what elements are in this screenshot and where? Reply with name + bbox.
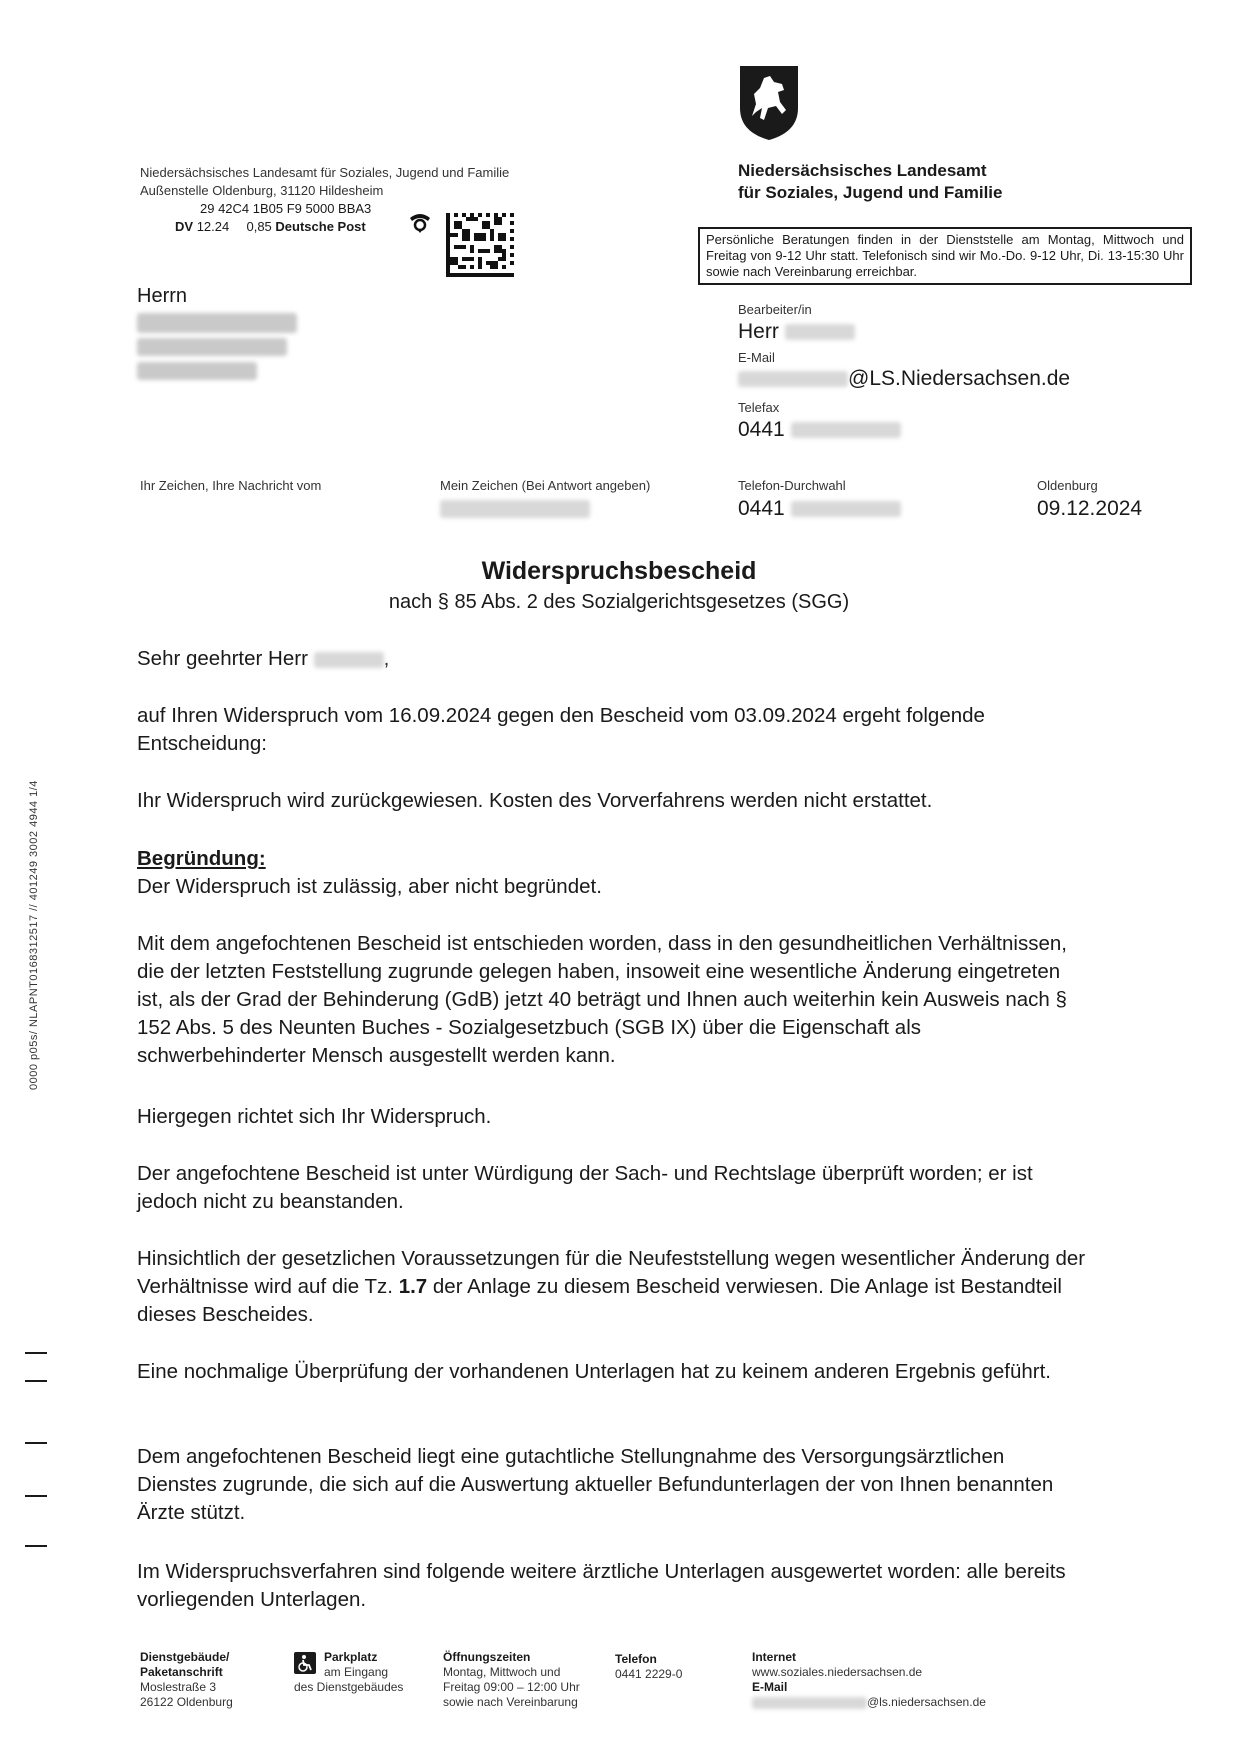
- footer-address-heading2: Paketanschrift: [140, 1665, 223, 1679]
- paragraph-decision: Ihr Widerspruch wird zurückgewiesen. Kosten des Vorverfahrens werden nicht erstattet.: [137, 789, 933, 812]
- bearbeiter-title: Herr: [738, 320, 779, 343]
- footer-hours-l1: Montag, Mittwoch und: [443, 1665, 561, 1679]
- footer-address-column: [140, 1650, 233, 1710]
- email-value: [738, 367, 1070, 391]
- document-title: Widerspruchsbescheid: [481, 557, 757, 585]
- place-label: Oldenburg: [1037, 478, 1098, 493]
- durchwahl-value: [738, 497, 901, 521]
- footer-phone-column: [615, 1652, 682, 1682]
- footer-phone-heading: Telefon: [615, 1652, 657, 1666]
- para7-text-b: der Anlage zu diesem Bescheid verwiesen. Die Anlage ist Bestandteil dieses Bescheides.: [137, 1275, 1062, 1326]
- greeting-comma: ,: [383, 647, 390, 670]
- fold-mark: [25, 1495, 47, 1497]
- mein-zeichen-value-redacted: [440, 500, 590, 518]
- consultation-hours-notice: Persönliche Beratungen finden in der Dienststelle am Montag, Mittwoch und Freitag von 9-12 Uhr statt. Telefonisch sind wir Mo.-Do. 9-12 Uhr, Di. 13-15:30 Uhr sowie nach Vereinbarung erreichbar.: [698, 227, 1192, 285]
- sender-address-line2: Außenstelle Oldenburg, 31120 Hildesheim: [140, 183, 384, 198]
- footer-parking-l2: des Dienstgebäudes: [294, 1680, 404, 1694]
- postage-code: 29 42C4 1B05 F9 5000 BBA3: [200, 201, 372, 216]
- carrier-name: Deutsche Post: [275, 219, 366, 234]
- footer-phone-number: 0441 2229-0: [615, 1667, 683, 1681]
- fold-mark: [25, 1442, 47, 1444]
- durchwahl-label: Telefon-Durchwahl: [738, 478, 846, 493]
- datamatrix-code-icon: [446, 212, 514, 278]
- bearbeiter-label: Bearbeiter/in: [738, 302, 812, 317]
- footer-parking-heading: Parkplatz: [324, 1650, 378, 1664]
- paragraph-objection: Hiergegen richtet sich Ihr Widerspruch.: [137, 1105, 492, 1128]
- footer-street: Moslestraße 3: [140, 1680, 217, 1694]
- paragraph-legal-requirements: [137, 1245, 1087, 1329]
- footer-parking-l1: am Eingang: [324, 1665, 389, 1679]
- authority-name-line2: für Soziales, Jugend und Familie: [738, 183, 1003, 202]
- ihr-zeichen-label: Ihr Zeichen, Ihre Nachricht vom: [140, 478, 322, 493]
- recipient-city-redacted: [137, 362, 257, 380]
- paragraph-decision-intro: auf Ihren Widerspruch vom 16.09.2024 gegen den Bescheid vom 03.09.2024 ergeht folgende Entscheidung:: [137, 704, 985, 755]
- postage-amount: 0,85: [246, 219, 272, 234]
- footer-hours-heading: Öffnungszeiten: [443, 1650, 531, 1664]
- email-label: E-Mail: [738, 350, 775, 365]
- footer-address-heading: Dienstgebäude/: [140, 1650, 230, 1664]
- paragraph-evaluated-documents: Im Widerspruchsverfahren sind folgende weitere ärztliche Unterlagen ausgewertet worden: alle bereits vorliegenden Unterlagen.: [137, 1560, 1066, 1611]
- postage-line: [175, 218, 366, 235]
- footer-hours-l2: Freitag 09:00 – 12:00 Uhr: [443, 1680, 580, 1694]
- paragraph-review: Der angefochtene Bescheid ist unter Würdigung der Sach- und Rechtslage überprüft worden; er ist jedoch nicht zu beanstanden.: [137, 1162, 1033, 1213]
- footer-parking-column: [294, 1650, 403, 1695]
- side-franking-code: 0000 p05s/ NLAPNT0168312517 // 401249 3002 4944 1/4: [28, 780, 40, 1090]
- para7-text-a: Hinsichtlich der gesetzlichen Voraussetzungen für die Neufeststellung wegen wesentlicher Änderung der Verhältnisse wird auf die Tz.: [137, 1247, 1086, 1298]
- sender-address-line1: Niedersächsisches Landesamt für Soziales, Jugend und Familie: [140, 165, 510, 180]
- footer-website: www.soziales.niedersachsen.de: [752, 1665, 923, 1679]
- document-subtitle: nach § 85 Abs. 2 des Sozialgerichtsgesetzes (SGG): [388, 591, 850, 613]
- lower-saxony-horse-crest-icon: [738, 64, 800, 142]
- dv-label: DV: [175, 219, 194, 234]
- paragraph-contested-decision: Mit dem angefochtenen Bescheid ist entschieden worden, dass in den gesundheitlichen Verhältnissen, die der letzten Feststellung zugrunde gelegen haben, insoweit eine wesentliche Änderung eingetreten ist, als der Grad der Behinderung (GdB) jetzt 40 beträgt und Ihnen auch weiterhin kein Ausweis nach § 152 Abs. 5 des Neunten Buches - Sozialgesetzbuch (SGB IX) über die Eigenschaft als schwerbehinderter Mensch ausgestellt werden kann.: [137, 932, 1067, 1067]
- fold-mark: [25, 1545, 47, 1547]
- recipient-salutation: Herrn: [137, 285, 188, 307]
- begruendung-heading: Begründung:: [137, 847, 266, 870]
- footer-hours-column: [443, 1650, 580, 1710]
- fold-mark: [25, 1380, 47, 1382]
- mein-zeichen-label: Mein Zeichen (Bei Antwort angeben): [440, 478, 651, 493]
- footer-hours-l3: sowie nach Vereinbarung: [443, 1695, 578, 1709]
- deutsche-post-horn-icon: [408, 212, 432, 234]
- bearbeiter-value: [738, 320, 855, 344]
- document-date: 09.12.2024: [1037, 497, 1143, 520]
- telefax-prefix: 0441: [738, 418, 785, 441]
- telefax-value: [738, 418, 901, 442]
- recipient-street-redacted: [137, 338, 287, 356]
- authority-name-line1: Niedersächsisches Landesamt: [738, 161, 987, 180]
- para7-reference: 1.7: [398, 1275, 428, 1298]
- footer-internet-heading: Internet: [752, 1650, 797, 1664]
- dv-date: 12.24: [196, 219, 230, 234]
- greeting: [137, 645, 389, 673]
- footer-email-domain: @ls.niedersachsen.de: [867, 1695, 986, 1709]
- paragraph-re-examination: Eine nochmalige Überprüfung der vorhandenen Unterlagen hat zu keinem anderen Ergebnis geführt.: [137, 1360, 1051, 1383]
- footer-city: 26122 Oldenburg: [140, 1695, 233, 1709]
- fold-mark: [25, 1352, 47, 1354]
- footer-email-heading: E-Mail: [752, 1680, 788, 1694]
- footer-internet-column: [752, 1650, 986, 1710]
- durchwahl-prefix: 0441: [738, 497, 785, 520]
- paragraph-medical-opinion: Dem angefochtenen Bescheid liegt eine gutachtliche Stellungnahme des Versorgungsärztlichen Dienstes zugrunde, die sich auf die Auswertung aktueller Befundunterlagen der von Ihnen benannten Ärzte stützt.: [137, 1445, 1054, 1524]
- footer-email: [752, 1695, 986, 1710]
- greeting-text: Sehr geehrter Herr: [137, 647, 308, 670]
- recipient-name-redacted: [137, 313, 297, 333]
- telefax-label: Telefax: [738, 400, 780, 415]
- paragraph-admissible: Der Widerspruch ist zulässig, aber nicht begründet.: [137, 875, 602, 898]
- email-domain: @LS.Niedersachsen.de: [848, 367, 1071, 390]
